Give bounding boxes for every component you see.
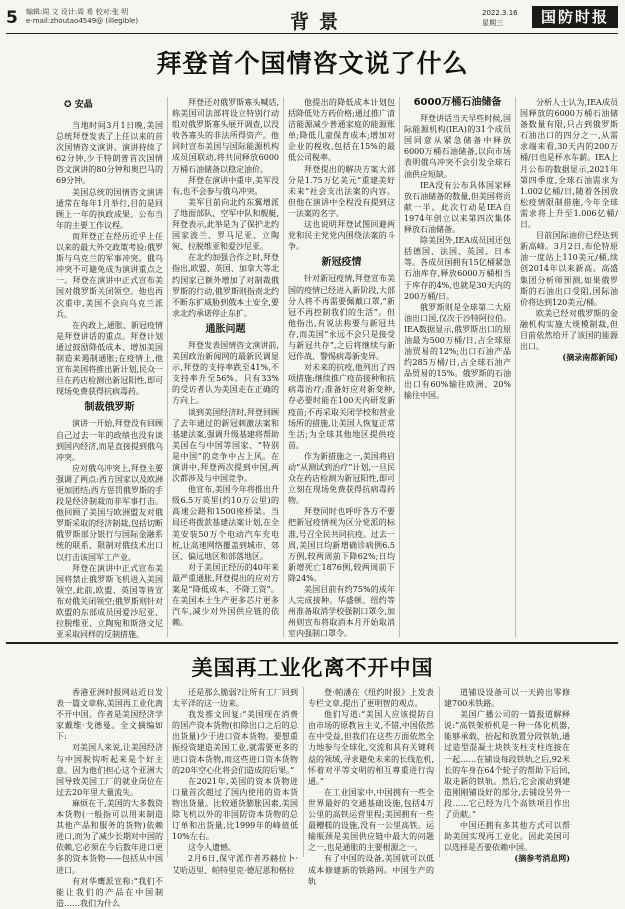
paragraph: 拜登同时也呼吁各方不要把新冠疫情视为区分党派的标准,号召全民共同抗疫。过去一周,美国日均新增确诊病例6.5万例,较两周前下降62%;日均新增死亡1876例,较两周前下降24%。 [288, 507, 395, 583]
paragraph: 拜登在演讲中正式宣布美国将禁止俄罗斯飞机进入美国领空,此前,欧盟、英国等皆宣布对俄关闭领空;俄罗斯则针对欧盟的东部成员国爱沙尼亚、拉脱维亚、立陶宛和斯洛文尼亚采取同样的反制措施。 [56, 563, 163, 640]
paragraph: 分析人士认为,IEA成员国释放的6000万桶石油储备数量有限,只占到俄罗斯石油出口的四分之一,从需求端来看,30天内的200万桶/日也是杯水车薪。IEA上月公布的数据显示,2021年第四季度,全球石油需求为1.002亿桶/日,随着各国放松疫情限制措施,今年全球需求将上升至1.006亿桶/日。 [520, 98, 618, 230]
paragraph: 演讲一开始,拜登没有回顾自己过去一年的政绩也没有谈到国内经济,而是直接提到俄乌冲突。 [56, 419, 163, 462]
article1-column-2 [172, 97, 279, 637]
article1-author [64, 97, 93, 110]
paragraph: 他们写道:“美国人应该提防自由市场的原教旨主义,不错,中国依然在中受益,但我们在这些方面依然全力地参与全球化,交流和具有关键利益的领域,寻求避免未来的长线危机,怀着对平等文明的相互尊重进行沟通。” [308, 710, 434, 786]
paragraph: 在北约加强合作之时,拜登指出,欧盟、英国、加拿大等北约国家已额外增加了对制裁俄罗斯的行动,俄罗斯则指责北约不断东扩威胁到俄本土安全,要求北约承诺停止东扩。 [172, 253, 279, 318]
column-divider [439, 687, 440, 857]
masthead [0, 0, 625, 40]
paragraph: 拜登讲话当天早些时候,国际能源机构(IEA)的31个成员国同意从紧急储备中释放6000万桶石油储备,以向市场表明俄乌冲突不会引发全球石油供应短缺。 [404, 114, 511, 179]
paragraph: 在工业国家中,中国拥有一些全世界最好的交通基础设施,包括4万公里的高铁运营里程;美国拥有一些最糟糕的设施,没有一公里高铁。运输瓶颈是美国供应链中最大的问题之一,也是通胀的主要根源之一。 [308, 787, 434, 853]
article2-column-3 [308, 687, 434, 886]
subhead-covid: 新冠疫情 [321, 257, 362, 269]
date-text: 2022.3.16 [482, 9, 518, 17]
paragraph: 谈到美国经济时,拜登回顾了去年通过的新冠刺激法案和基建法案,强调升级基建将帮助美国在与中国等国家、“特别是中国”的竞争中占上风。在演讲中,拜登两次提到中国,两次都涉及与中国竞争。 [172, 407, 279, 484]
paragraph: 在内政上,通胀、新冠疫情是拜登讲话的重点。拜登计划通过鼓励降低成本、增加美国制造来遏制通胀;在疫情上,他宣布美国将推出新计划,民众一旦在药店检测出新冠阳性,即可现场免费获得抗病毒药。 [56, 320, 163, 397]
article-separator [6, 642, 618, 644]
paragraph: 我发推文回复:“美国现在消费的国产资本货物(扣除出口之后的总出货量)少于进口资本货物。要想重振投资建造美国工业,就需要更多的进口资本货物,而这些进口资本货物的20年空心化将会们造成的后果。” [172, 710, 298, 775]
paragraph: 美国总统的国情咨文演讲通常在每年1月举行,目的是回顾上一年的执政成果、公布当年的主要工作议程。 [56, 187, 163, 230]
editor-email: e-mail:zhoutao4549@ (illegible) [26, 17, 139, 25]
column-divider [167, 687, 168, 857]
paragraph: 欧美已经对俄罗斯的金融机构实施大规模制裁,但目前依然给开了该国的能源出口。 [520, 308, 618, 352]
article2-source-credit: (摘参考消息网) [514, 853, 570, 864]
article1-column-5 [520, 97, 618, 637]
paragraph: 美国广播公司的一篇报道解释说:“高铁架桥机是一种一体化机器,能够承载、抬起和放置分段铁轨,通过造型混凝土块铁支柱支柱连接在一起……在铺设每段铁轨之后,92米长的车身在64个轮子的帮助下后回,取走新的铁轨。然后,它会滚动到建造刚刚铺设好的部分,去铺设另外一段……它已经为几个高铁项目作出了贡献。” [444, 710, 570, 820]
paragraph: 对美国人来说,让美国经济与中国脱钩听起来是个好主意。因为他们担心这个亚洲大国导致美国工厂的就业岗位在过去20年里大量流失。 [56, 743, 163, 797]
paragraph: 目前国际油价已经达到新高峰。3月2日,布伦特原油一度站上110美元/桶,续创2014年以来新高。高盛集团分析师预测,如果俄罗斯的石油出口受阻,国际油价将达到120美元/桶。 [520, 231, 618, 307]
column-divider [283, 97, 284, 637]
paragraph: 有对华鹰派宣称:“我们不能让我们的产品在中国制造……我们为什么 [56, 876, 163, 908]
paragraph: 有了中国的设备,美国就可以低成本修建新的铁路网。中国生产的轨 [308, 854, 434, 886]
paragraph: 除美国外,IEA成员国还包括德国、法国、英国、日本等。各成员国拥有15亿桶紧急石油库存,释放6000万桶相当于库存的4%,也就是30天内的200万桶/日。 [404, 236, 511, 301]
weekday-text: 星期三 [482, 19, 503, 27]
article2-headline: 美国再工业化离不开中国 [191, 656, 434, 680]
author-star-icon: ✪ [64, 100, 75, 110]
section-title: 背景 [290, 11, 349, 33]
paragraph: 拜登还对俄罗斯寡头喊话,称美国司法部将设立特别行动组对俄罗斯寡头展开调查,以没收各寡头的非法所得资产。他同时宣布美国与国际能源机构成员国联动,将共同释放6000万桶石油储备以稳定油价。 [172, 98, 279, 174]
paragraph: 俄罗斯则是全球第二大原油出口国,仅次于沙特阿拉伯。IEA数据显示,俄罗斯出口的原油最为500万桶/日,占全球原油贸易的12%;出口石油产品约285万桶/日,占全球石油产品贸易的15%。俄罗斯的石油出口有60%输往欧洲、20%输往中国。 [404, 302, 511, 401]
newspaper-logo: 国防时报 [532, 6, 618, 28]
article1-column-4 [404, 97, 511, 637]
paragraph: 而拜登正在经历近乎上任以来的最大外交政策考验:俄罗斯与乌克兰的军事冲突。俄乌冲突不可避免成为演讲重点之一。拜登在演讲中正式宣布美国对俄罗斯关闭领空。他也再次重申,美国不会向乌克兰派兵。 [56, 231, 163, 319]
header-rule [6, 33, 618, 34]
paragraph: 香港亚洲时报网站近日发表一篇文章称,美国再工业化离不开中国。作者是美国经济学家戴维·戈德曼。全文摘编如下: [56, 688, 163, 742]
paragraph: 道铺设设备可以一天跨出零修建700米铁路。 [444, 688, 570, 709]
paragraph: 拜登提出的解决方案大部分是1.75万亿美元“重建美好未来”社会支出法案的内容。但他在演讲中全程没有提到这一法案的名字。 [288, 164, 395, 218]
subhead-sanctions: 制裁俄罗斯 [84, 402, 135, 414]
paragraph: 对未来的抗疫,他列出了四项措施:继续推广疫苗接种和抗病毒治疗;准备好应对新变种,存必要时能在100天内研发新疫苗;不再采取关闭学校和营业场所的措施,让美国人恢复正常生活;为全球其他地区提供疫苗。 [288, 363, 395, 450]
author-name: 安晶 [74, 100, 93, 110]
paragraph: IEA没有公布具体国家释放石油储备的数量,但美国将贡献一半。此次行动是IEA自1974年创立以来第四次集体释放石油储备。 [404, 180, 511, 235]
article1-column-3 [288, 97, 395, 637]
editor-line: 编辑:周 文 设计:周 希 校对:张 明 [26, 8, 129, 16]
page-number: 5 [6, 8, 18, 28]
paragraph: 美国目前有约75%的成年人完成接种。华盛顿、纽约等州准备取消学校强制口罩令,加州则宣布将取消本月开始取消室内强制口罩令。 [288, 585, 395, 639]
paragraph: 拜登在演讲中重申,美军没有,也不会参与俄乌冲突。 [172, 175, 279, 196]
article2-column-1 [56, 687, 163, 908]
paragraph: 这也说明拜登试图回避两党和民主党党内围绕法案的斗争。 [288, 220, 395, 252]
column-divider [303, 687, 304, 857]
editor-credits [26, 8, 138, 26]
paragraph: 还是那么脆弱?让所有工厂回到太平洋的这一边来。 [172, 688, 298, 709]
subhead-inflation: 通胀问题 [205, 323, 246, 335]
paragraph: 2月6日,保守派作者苏赫拉卜·艾哈迈里、帕特里克·德尼恩和格拉 [172, 854, 298, 875]
paragraph: 登·帕潘在《纽约时报》上发表专栏文章,提出了更明智的观点。 [308, 688, 434, 709]
column-divider [167, 97, 168, 637]
paragraph: 他宣布,美国今年将推出升级6.5万英里(约10万公里)的高速公路和1500座桥梁。当局还将拨款基建法案计划,在全美安装50万个电动汽车充电桩,让高速网络覆盖到城市、郊区、偏远地区和部落地区。 [172, 485, 279, 561]
paragraph: 当地时间3月1日晚,美国总统拜登发表了上任以来的首次国情咨文演讲。演讲持续了62分钟,少于特朗普首次国情咨文演讲的80分钟和奥巴马的69分钟。 [56, 121, 163, 186]
paragraph: 作为新措施之一,美国将启动“从测试到治疗”计划,一旦民众在药店检测为新冠阳性,即可立刻在现场免费获得抗病毒药物。 [288, 451, 395, 506]
paragraph: 应对俄乌冲突上,拜登主要强调了两点:西方国家以及欧洲更加团结;西方惩罚俄罗斯的手段是经济制裁而非军事打击。他回顾了美国与欧洲盟友对俄罗斯采取的经济制裁,包括切断俄罗斯部分银行与国际金融系统的联系、限制对俄技术出口以打击该国军工产业。 [56, 463, 163, 562]
paragraph: 麻烦在于,美国的大多数资本货物(一般指可以用来制造其他产品和服务的货物)依赖进口,而为了减少长期对中国的依赖,它必须在今后数年进口更多的资本货物——包括从中国进口。 [56, 798, 163, 875]
article2-column-4 [444, 687, 570, 863]
article1-column-1 [56, 120, 163, 640]
paragraph: 针对新冠疫情,拜登宣布美国的疫情已经进入新阶段,大部分人将不再需要佩戴口罩,“新冠不再控制我们的生活”。但他指出,有说法称要与新冠共存,而美国“永远不会只是接受与新冠共存”,之后将继续与新冠作战、警惕病毒新变异。 [288, 274, 395, 362]
article1-headline: 拜登首个国情咨文说了什么 [156, 49, 469, 78]
column-divider [399, 97, 400, 637]
issue-date [482, 8, 518, 28]
paragraph: 他提出的降低成本计划包括降低处方药价格;通过推广清洁能源减少普通家庭的能源账单;降低儿童保育成本;增加对企业的税收,包括在15%的最低公司税率。 [288, 98, 395, 163]
subhead-oil-reserve: 6000万桶石油储备 [413, 97, 502, 108]
paragraph: 这令人遗憾。 [188, 843, 236, 853]
column-divider [515, 97, 516, 637]
article1-source-credit: (摘录南都新闻) [562, 352, 618, 363]
paragraph: 中国还拥有多其他方式可以帮助美国实现再工业化。因此美国可以选择是否要依赖中国。 [444, 821, 570, 853]
paragraph: 拜登发表国情咨文演讲前,美国政治新闻网的最新民调显示,拜登的支持率跌至41%,不支持率升至56%。只有33%的受访者认为美国走在正确的方向上。 [172, 340, 279, 406]
paragraph: 美军目前向北约东翼增派了地面部队、空军中队和舰艇,拜登表示,此举是为了保护北约国家波兰、罗马尼亚、立陶宛、拉脱维亚和爱沙尼亚。 [172, 197, 279, 252]
article2-column-2 [172, 687, 298, 875]
paragraph: 对于美国正经历的40年来最严重通胀,拜登提出的应对方案是“降低成本、不降工资”。在美国本土生产更多芯片更多汽车,减少对外国供应链的依赖。 [172, 562, 279, 628]
paragraph: 在2021年,美国的资本货物进口量首次超过了国内使用的资本货物出货量。比较通货膨胀因素,美国除飞机以外的非国防资本货物的总订单和出货量,比1999年的峰值低10%左右。 [172, 776, 298, 842]
